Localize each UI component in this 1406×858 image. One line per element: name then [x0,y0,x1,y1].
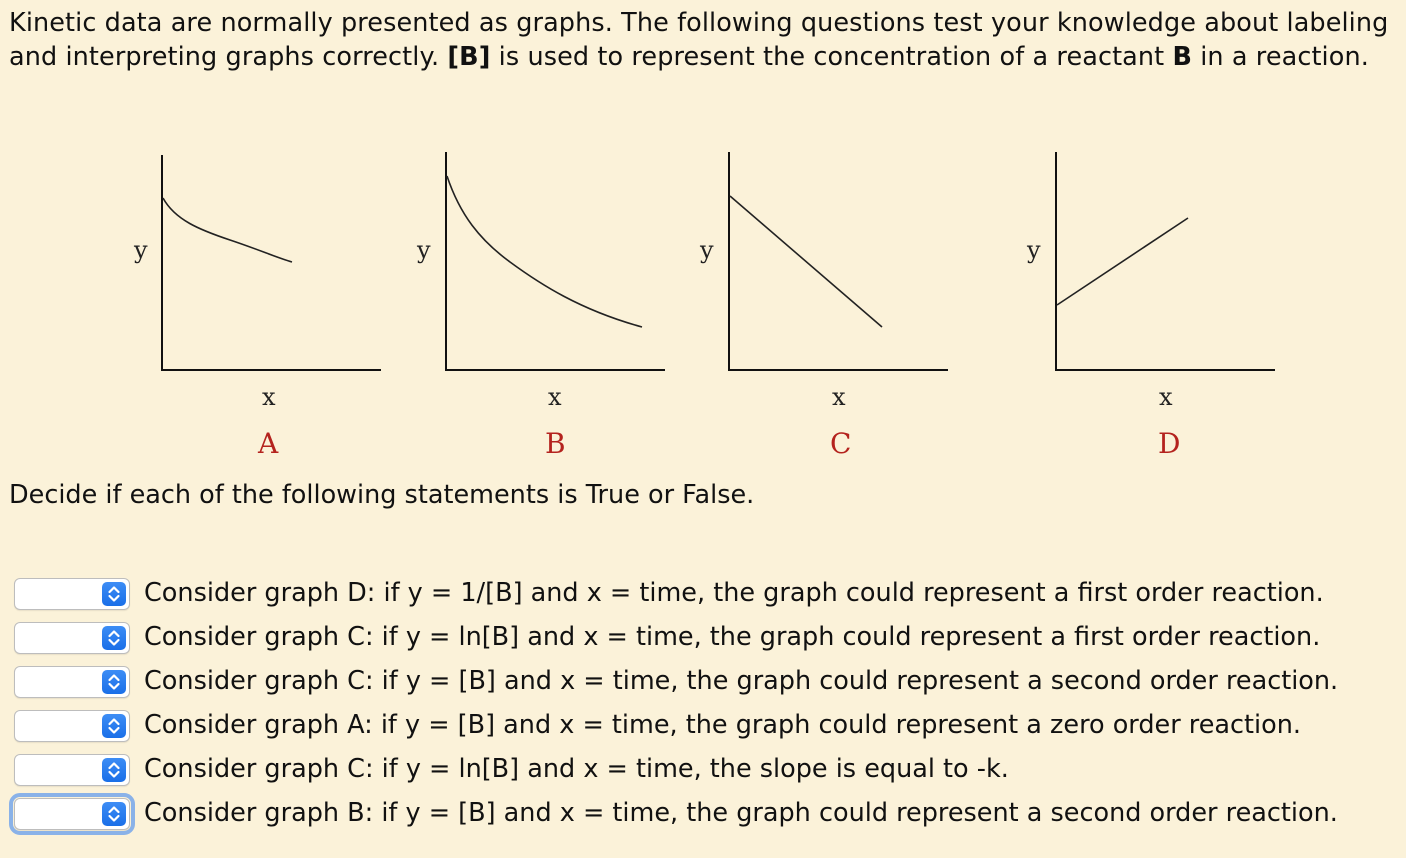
graph-c-letter: C [830,427,852,460]
true-false-select[interactable] [14,622,130,654]
statement-row [0,794,1406,838]
graph-b-y-label: y [417,236,431,264]
graph-a [133,155,381,460]
statement-list [0,574,1406,838]
graph-d-x-label: x [1159,383,1173,411]
intro-part2: is used to represent the concentration of a reactant [490,42,1173,72]
statement-row [0,750,1406,794]
statement-text: Consider graph A: if y = [B] and x = time, the graph could represent a zero order reaction. [144,710,1302,740]
graphs-panel [0,140,1406,470]
statement-row [0,706,1406,750]
graph-a-curve [163,198,292,262]
chevron-up-down-icon [102,626,126,650]
statement-row [0,662,1406,706]
true-false-select[interactable] [14,578,130,610]
chevron-up-down-icon [102,714,126,738]
graph-a-y-label: y [134,236,148,264]
graph-c-line [730,196,882,327]
graph-c-x-label: x [832,383,846,411]
graph-c-y-label: y [700,236,714,264]
intro-text [9,6,1399,74]
graph-d [1026,152,1275,460]
statement-row [0,618,1406,662]
chevron-up-down-icon [102,670,126,694]
graph-b-letter: B [545,427,566,460]
chevron-up-down-icon [102,582,126,606]
chevron-up-down-icon [102,802,126,826]
true-false-select[interactable] [14,754,130,786]
graph-b-x-label: x [548,383,562,411]
graph-c [699,152,948,460]
statement-text: Consider graph B: if y = [B] and x = time, the graph could represent a second order reaction. [144,798,1338,828]
chevron-up-down-icon [102,758,126,782]
intro-part3: in a reaction. [1192,42,1369,72]
true-false-select[interactable] [14,710,130,742]
graphs-figure [0,140,1406,470]
graph-a-x-label: x [262,383,276,411]
graph-d-line [1057,218,1188,305]
graph-d-letter: D [1158,427,1181,460]
statement-text: Consider graph D: if y = 1/[B] and x = time, the graph could represent a first order reaction. [144,578,1324,608]
graph-b [416,152,665,460]
graph-b-curve [447,176,642,327]
graph-a-letter: A [258,427,279,460]
intro-bold-b-reactant: B [1172,42,1193,72]
intro-part1: Kinetic data are normally presented as graphs. The following questions test your knowledge about labeling and interpreting graphs correctly. [9,8,1389,72]
statement-row [0,574,1406,618]
instruction-text: Decide if each of the following statements is True or False. [9,480,755,510]
statement-text: Consider graph C: if y = [B] and x = time, the graph could represent a second order reaction. [144,666,1339,696]
intro-bold-b-concentration: [B] [447,42,491,72]
statement-text: Consider graph C: if y = ln[B] and x = time, the slope is equal to -k. [144,754,1009,784]
true-false-select[interactable] [14,666,130,698]
true-false-select[interactable] [14,798,130,830]
statement-text: Consider graph C: if y = ln[B] and x = time, the graph could represent a first order reaction. [144,622,1321,652]
graph-d-y-label: y [1027,236,1041,264]
